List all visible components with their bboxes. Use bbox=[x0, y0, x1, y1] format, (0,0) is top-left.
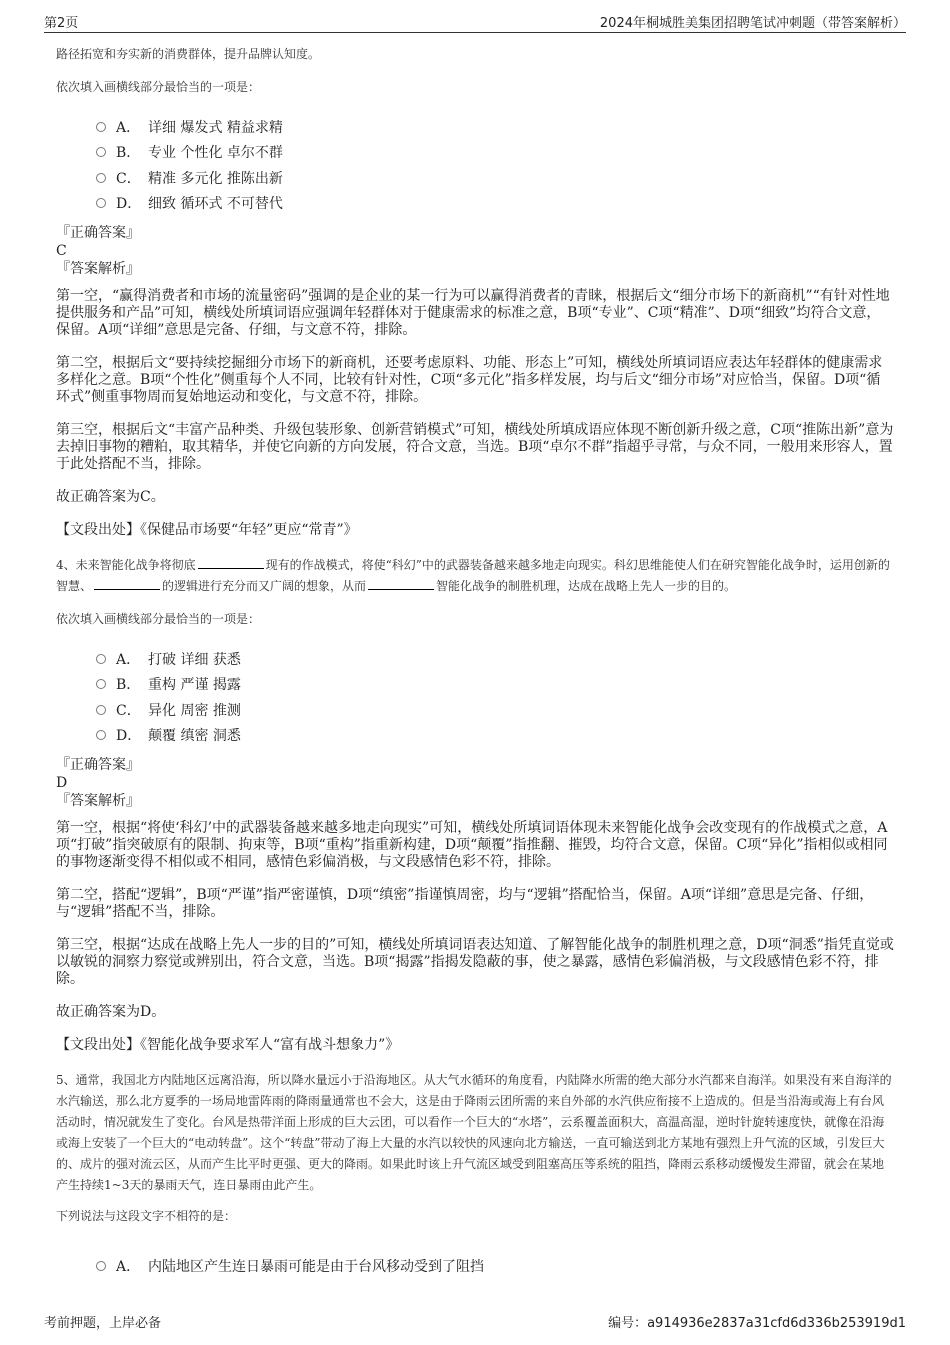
q3-options bbox=[96, 114, 894, 216]
q4-analysis-p1: 第一空，根据“将使‘科幻’中的武器装备越来越多地走向现实”可知，横线处所填词语体现未来智能化战争会改变现有的作战模式之意，A项“打破”指突破原有的限制、拘束等，B项“重构”指重新构建，D项“颠覆”指推翻、摧毁，均符合文意，保留。C项“异化”指相似或相同的事物逐渐变得不相似或不相同，感情色彩偏消极，与文段感情色彩不符，排除。 bbox=[56, 820, 888, 870]
document-id: 编号：a914936e2837a31cfd6d336b253919d1 bbox=[608, 1316, 906, 1331]
q4-stem: 4、未来智能化战争将彻底 现有的作战模式，将使“科幻”中的武器装备越来越多地走向现实。科幻思维能使人们在研究智能化战争时，运用创新的智慧、 的逻辑进行充分而又广阔的想象，从而 智能化战争的制胜机理，达成在战略上先人一步的目的。 bbox=[56, 558, 890, 593]
radio-icon[interactable] bbox=[96, 679, 106, 689]
radio-icon[interactable] bbox=[96, 147, 106, 157]
q3-option-a[interactable]: A． 详细 爆发式 精益求精 bbox=[96, 114, 894, 140]
q4-analysis-p2: 第二空，搭配“逻辑”，B项“严谨”指严密谨慎，D项“缜密”指谨慎周密，均与“逻辑”搭配恰当，保留。A项“详细”意思是完备、仔细，与“逻辑”搭配不当，排除。 bbox=[56, 887, 874, 920]
q4-option-d[interactable]: D． 颠覆 缜密 洞悉 bbox=[96, 723, 894, 749]
q4-answer: D bbox=[56, 775, 68, 791]
q3-answer: C bbox=[56, 243, 67, 259]
radio-icon[interactable] bbox=[96, 122, 106, 132]
page-footer bbox=[44, 1312, 906, 1331]
q4-answer-title: 『正确答案』 bbox=[56, 757, 140, 773]
blank-line bbox=[94, 589, 160, 590]
q4-analysis-p3: 第三空，根据“达成在战略上先人一步的目的”可知，横线处所填词语表达知道、了解智能化战争的制胜机理之意，D项“洞悉”指凭直觉或以敏锐的洞察力察觉或辨别出，符合文意，当选。B项“揭露”指揭发隐蔽的事，使之暴露，感情色彩偏消极，与文段感情色彩不符，排除。 bbox=[56, 937, 894, 987]
q4-option-b[interactable]: B． 重构 严谨 揭露 bbox=[96, 672, 894, 698]
q4-analysis-title: 『答案解析』 bbox=[56, 793, 140, 809]
q4-prompt: 依次填入画横线部分最恰当的一项是： bbox=[56, 612, 261, 626]
page-number: 第2页 bbox=[44, 16, 79, 31]
q3-answer-title: 『正确答案』 bbox=[56, 225, 140, 241]
radio-icon[interactable] bbox=[96, 730, 106, 740]
q3-stem-continuation: 路径拓宽和夯实新的消费群体，提升品牌认知度。 bbox=[56, 47, 321, 61]
q3-analysis-p2: 第二空，根据后文“要持续挖掘细分市场下的新商机，还要考虑原料、功能、形态上”可知，横线处所填词语应表达年轻群体的健康需求多样化之意。B项“个性化”侧重每个人不同，比较有针对性，C项“多元化”指多样发展，均与后文“细分市场”对应恰当，保留。D项“循环式”侧重事物周而复始地运动和变化，与文意不符，排除。 bbox=[56, 355, 883, 405]
q3-analysis-title: 『答案解析』 bbox=[56, 261, 140, 277]
q5-prompt: 下列说法与这段文字不相符的是： bbox=[56, 1209, 237, 1223]
radio-icon[interactable] bbox=[96, 173, 106, 183]
radio-icon[interactable] bbox=[96, 654, 106, 664]
q3-prompt: 依次填入画横线部分最恰当的一项是： bbox=[56, 80, 261, 94]
q5-option-a[interactable]: A． 内陆地区产生连日暴雨可能是由于台风移动受到了阻挡 bbox=[96, 1253, 894, 1279]
q3-source: 【文段出处】《保健品市场要“年轻”更应“常青”》 bbox=[56, 522, 358, 538]
content bbox=[56, 44, 894, 1287]
q3-option-d[interactable]: D． 细致 循环式 不可替代 bbox=[96, 191, 894, 217]
blank-line bbox=[198, 568, 264, 569]
blank-line bbox=[368, 589, 434, 590]
radio-icon[interactable] bbox=[96, 705, 106, 715]
q3-conclusion: 故正确答案为C。 bbox=[56, 489, 165, 505]
radio-icon[interactable] bbox=[96, 1261, 106, 1271]
document-title: 2024年桐城胜美集团招聘笔试冲刺题（带答案解析） bbox=[599, 16, 906, 31]
q4-option-c[interactable]: C． 异化 周密 推测 bbox=[96, 697, 894, 723]
q5-options bbox=[96, 1253, 894, 1279]
q4-source: 【文段出处】《智能化战争要求军人“富有战斗想象力”》 bbox=[56, 1037, 400, 1053]
q3-analysis-p3: 第三空，根据后文“丰富产品种类、升级包装形象、创新营销模式”可知，横线处所填成语应体现不断创新升级之意，C项“推陈出新”意为去掉旧事物的糟粕，取其精华，并使它向新的方向发展，符合文意，当选。B项“卓尔不群”指超乎寻常，与众不同，一般用来形容人，置于此处搭配不当，排除。 bbox=[56, 422, 894, 472]
q3-analysis-p1: 第一空，“赢得消费者和市场的流量密码”强调的是企业的某一行为可以赢得消费者的青睐，根据后文“细分市场下的新商机”“有针对性地提供服务和产品”可知，横线处所填词语应强调年轻群体对于健康需求的标准之意，B项“专业”、C项“精准”、D项“细致”均符合文意，保留。A项“详细”意思是完备、仔细，与文意不符，排除。 bbox=[56, 288, 890, 338]
q4-options bbox=[96, 646, 894, 748]
page-header bbox=[44, 12, 906, 33]
q4-conclusion: 故正确答案为D。 bbox=[56, 1004, 166, 1020]
q3-option-b[interactable]: B． 专业 个性化 卓尔不群 bbox=[96, 140, 894, 166]
q3-option-c[interactable]: C． 精准 多元化 推陈出新 bbox=[96, 165, 894, 191]
q4-option-a[interactable]: A． 打破 详细 获悉 bbox=[96, 646, 894, 672]
radio-icon[interactable] bbox=[96, 198, 106, 208]
q5-stem: 5、通常，我国北方内陆地区远离沿海，所以降水量远小于沿海地区。从大气水循环的角度看，内陆降水所需的绝大部分水汽都来自海洋。如果没有来自海洋的水汽输送，那么北方夏季的一场局地雷阵雨的降雨量通常也不会大，这是由于降雨云团所需的来自外部的水汽供应衔接不上造成的。但是当沿海或海上有台风活动时，情况就发生了变化。台风是热带洋面上形成的巨大云团，可以看作一个巨大的“水塔”，云系覆盖面积大，高温高湿，逆时针旋转速度快，就像在沿海或海上安装了一个巨大的“电动转盘”。这个“转盘”带动了海上大量的水汽以较快的风速向北方输送，一直可输送到北方某地有强烈上升气流的区域，引发巨大的、成片的强对流云区，从而产生比平时更强、更大的降雨。如果此时该上升气流区域受到阻塞高压等系统的阻挡，降雨云系移动缓慢发生滞留，就会在某地产生持续1~3天的暴雨天气，连日暴雨由此产生。 bbox=[56, 1073, 892, 1192]
footer-slogan: 考前押题，上岸必备 bbox=[44, 1316, 162, 1331]
